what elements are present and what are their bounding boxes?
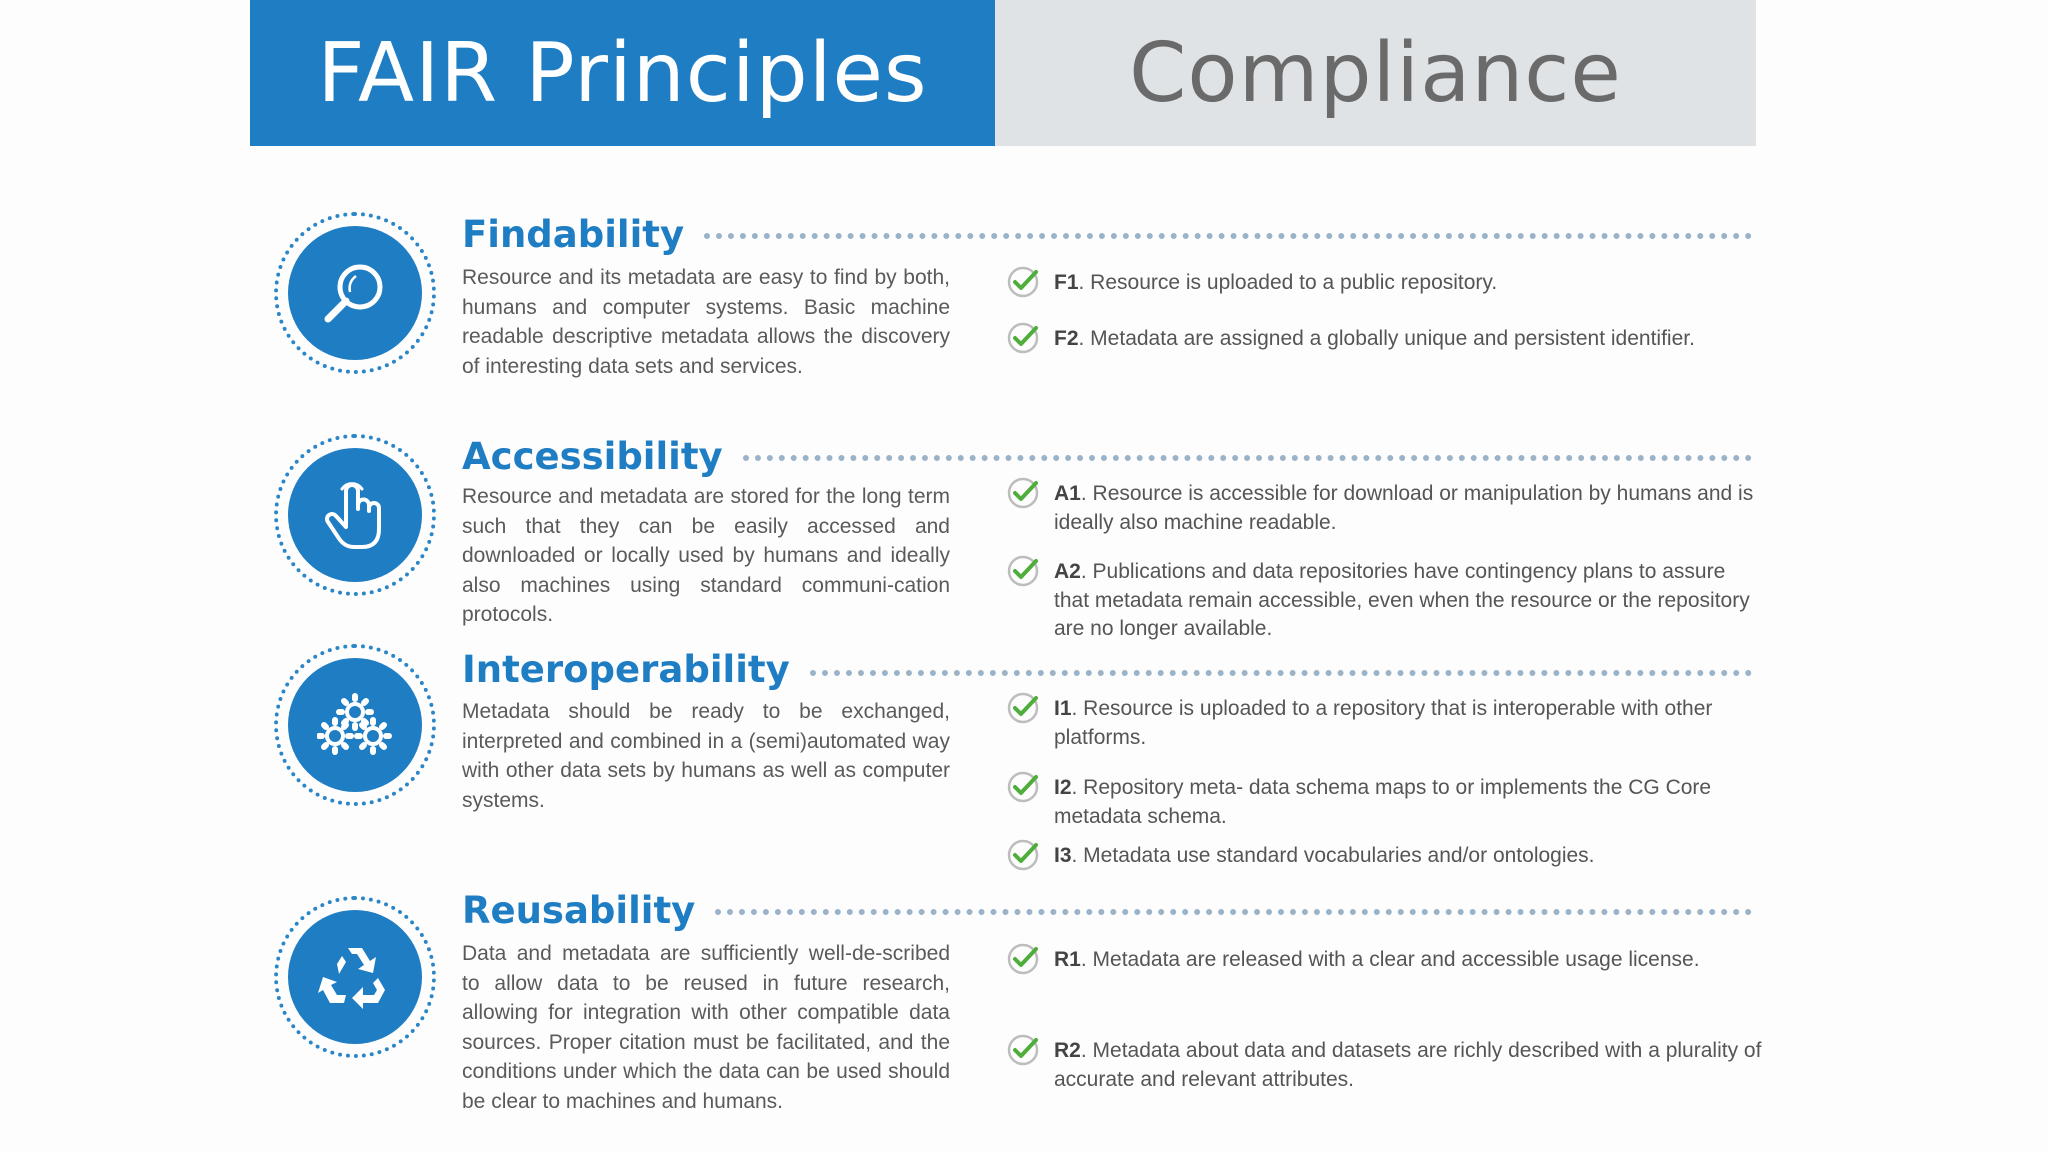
check-icon	[1006, 554, 1040, 588]
item-code: I2	[1054, 776, 1072, 799]
item-code: F1	[1054, 271, 1079, 294]
interoperability-icon-ring	[274, 644, 436, 806]
check-icon	[1006, 942, 1040, 976]
compliance-item-f2	[1006, 325, 1766, 355]
check-icon	[1006, 770, 1040, 804]
item-text: . Resource is uploaded to a public repository.	[1078, 271, 1498, 294]
item-code: I3	[1054, 844, 1072, 867]
compliance-item-i2	[1006, 774, 1766, 831]
findability-title: Findability	[462, 213, 685, 256]
magnifier-icon	[288, 226, 422, 360]
item-text: . Metadata are released with a clear and accessible usage license.	[1080, 948, 1700, 971]
fair-principles-header	[250, 0, 995, 146]
item-text: . Metadata use standard vocabularies and/or ontologies.	[1071, 844, 1595, 867]
reusability-description: Data and metadata are sufficiently well-de-scribed to allow data to be reused in future research, allowing for integration with other compatible data sources. Proper citation must be facilitated, and the conditions under which the data can be used should be clear to machines and humans.	[462, 942, 950, 1113]
reusability-title: Reusability	[462, 889, 696, 932]
item-text: . Resource is uploaded to a repository that is interoperable with other platforms.	[1054, 697, 1713, 749]
gears-icon	[288, 658, 422, 792]
check-icon	[1006, 691, 1040, 725]
accessibility-description: Resource and metadata are stored for the long term such that they can be easily accessed and downloaded or locally used by humans and ideally also machines using standard communi-cation protocols.	[462, 485, 950, 626]
compliance-item-a1	[1006, 480, 1766, 537]
interoperability-description: Metadata should be ready to be exchanged, interpreted and combined in a (semi)automated way with other data sets by humans as well as computer systems.	[462, 700, 950, 812]
compliance-item-r1	[1006, 946, 1766, 976]
item-text: . Metadata about data and datasets are richly described with a plurality of accurate and relevant attributes.	[1054, 1039, 1762, 1091]
interoperability-title: Interoperability	[462, 648, 790, 691]
compliance-header	[995, 0, 1756, 146]
item-text: . Publications and data repositories have contingency plans to assure that metadata remain accessible, even when the resource or the repository are no longer available.	[1054, 560, 1750, 640]
header-banner	[250, 0, 1756, 146]
accessibility-title: Accessibility	[462, 435, 723, 478]
interoperability-divider	[810, 670, 1752, 676]
check-icon	[1006, 321, 1040, 355]
item-code: A2	[1054, 560, 1081, 583]
check-icon	[1006, 1033, 1040, 1067]
item-code: R2	[1054, 1039, 1081, 1062]
findability-icon-ring	[274, 212, 436, 374]
compliance-item-i3	[1006, 842, 1766, 872]
compliance-item-f1	[1006, 269, 1766, 299]
item-code: R1	[1054, 948, 1081, 971]
fair-principles-title: FAIR Principles	[317, 25, 928, 121]
item-text: . Metadata are assigned a globally unique and persistent identifier.	[1078, 327, 1695, 350]
item-code: I1	[1054, 697, 1072, 720]
compliance-item-i1	[1006, 695, 1766, 752]
item-text: . Resource is accessible for download or manipulation by humans and is ideally also machine readable.	[1054, 482, 1754, 534]
reusability-divider	[715, 909, 1752, 915]
compliance-title: Compliance	[1129, 25, 1622, 121]
accessibility-divider	[743, 455, 1752, 461]
findability-divider	[704, 233, 1752, 239]
check-icon	[1006, 476, 1040, 510]
item-code: F2	[1054, 327, 1079, 350]
recycle-icon	[288, 910, 422, 1044]
item-text: . Repository meta- data schema maps to or implements the CG Core metadata schema.	[1054, 776, 1712, 828]
findability-description: Resource and its metadata are easy to find by both, humans and computer systems. Basic machine readable descriptive metadata allows the discovery of interesting data sets and services.	[462, 266, 950, 378]
item-code: A1	[1054, 482, 1081, 505]
compliance-item-a2	[1006, 558, 1766, 644]
accessibility-icon-ring	[274, 434, 436, 596]
check-icon	[1006, 265, 1040, 299]
hand-pointer-icon	[288, 448, 422, 582]
compliance-item-r2	[1006, 1037, 1766, 1094]
check-icon	[1006, 838, 1040, 872]
reusability-icon-ring	[274, 896, 436, 1058]
